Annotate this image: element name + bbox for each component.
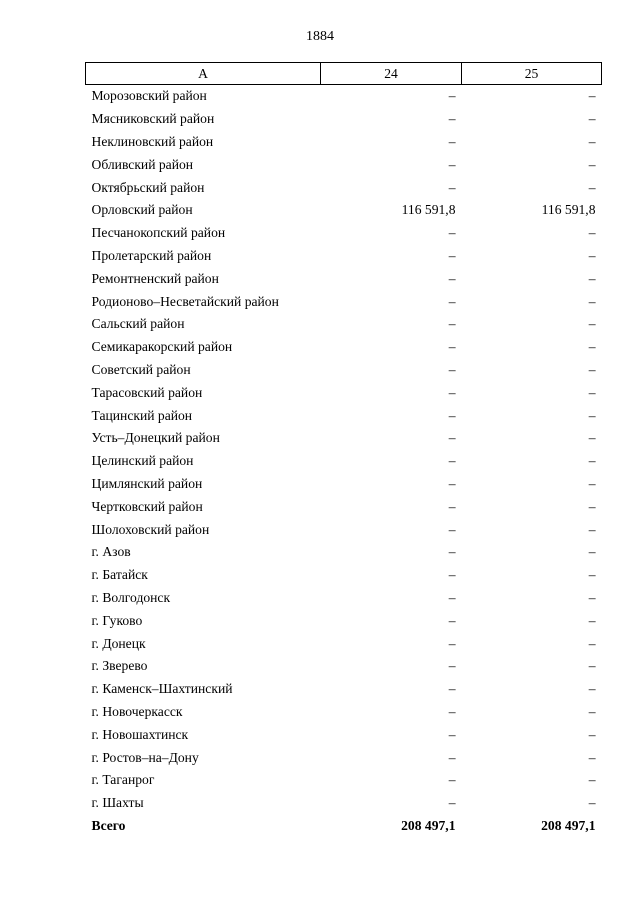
row-value-24-cell: – [448, 612, 456, 628]
row-value-25-cell: – [588, 658, 596, 674]
row-name-cell: Тацинский район [91, 407, 193, 423]
row-value-25-cell: – [588, 316, 596, 332]
table-row [86, 176, 602, 199]
table-row [86, 85, 602, 108]
row-name-cell: Усть–Донецкий район [91, 430, 220, 446]
page-number: 1884 [306, 29, 334, 44]
row-name-cell: Мясниковский район [91, 111, 215, 127]
row-value-25-cell: – [588, 430, 596, 446]
table-row [86, 746, 602, 769]
row-value-25-cell: – [588, 795, 596, 811]
table-row [86, 290, 602, 313]
row-value-25-cell: – [588, 453, 596, 469]
row-value-25-cell: – [588, 544, 596, 560]
data-table [85, 62, 602, 837]
table-body [86, 85, 602, 838]
row-value-25-cell: – [588, 726, 596, 742]
header-col-25: 25 [462, 63, 602, 85]
row-value-25-cell: – [588, 361, 596, 377]
row-name-cell: г. Волгодонск [91, 589, 171, 605]
row-value-25-cell: – [588, 681, 596, 697]
row-name-cell: г. Зверево [91, 658, 148, 674]
row-name-cell: Советский район [91, 361, 191, 377]
row-value-24-cell: – [448, 88, 456, 104]
row-name-cell: Октябрьский район [91, 179, 205, 195]
row-name-cell: г. Новошахтинск [91, 726, 189, 742]
row-value-24-cell: – [448, 635, 456, 651]
row-value-24-cell: 116 591,8 [401, 202, 456, 218]
row-value-24-cell: – [448, 133, 456, 149]
table-row [86, 769, 602, 792]
row-value-25-cell: – [588, 567, 596, 583]
row-name-cell: Сальский район [91, 316, 185, 332]
row-name-cell: Обливский район [91, 156, 194, 172]
row-value-24-cell: – [448, 703, 456, 719]
row-name-cell: Всего [91, 817, 126, 833]
row-value-24-cell: – [448, 498, 456, 514]
row-value-24-cell: – [448, 225, 456, 241]
header-col-24: 24 [321, 63, 462, 85]
row-value-25-cell: – [588, 475, 596, 491]
row-name-cell: Родионово–Несветайский район [91, 293, 279, 309]
row-name-cell: г. Донецк [91, 635, 146, 651]
row-value-24-cell: – [448, 407, 456, 423]
row-value-24-cell: – [448, 795, 456, 811]
table-row [86, 450, 602, 473]
table-row [86, 267, 602, 290]
header-row [86, 63, 602, 85]
row-name-cell: г. Новочеркасск [91, 703, 183, 719]
row-value-24-cell: – [448, 475, 456, 491]
row-value-24-cell: – [448, 749, 456, 765]
table-row [86, 245, 602, 268]
table-row [86, 723, 602, 746]
row-value-24-cell: – [448, 361, 456, 377]
row-name-cell: Морозовский район [91, 88, 207, 104]
table-row [86, 222, 602, 245]
table-row [86, 199, 602, 222]
table-row [86, 153, 602, 176]
row-value-25-cell: – [588, 339, 596, 355]
row-name-cell: Орловский район [91, 202, 193, 218]
row-name-cell: Цимлянский район [91, 475, 203, 491]
table-row [86, 108, 602, 131]
table-row [86, 518, 602, 541]
row-value-24-cell: – [448, 681, 456, 697]
row-value-24-cell: – [448, 772, 456, 788]
row-value-25-cell: – [588, 407, 596, 423]
row-value-25-cell: – [588, 498, 596, 514]
row-name-cell: Песчанокопский район [91, 225, 226, 241]
table-row [86, 336, 602, 359]
row-name-cell: Пролетарский район [91, 247, 212, 263]
row-name-cell: г. Таганрог [91, 772, 155, 788]
row-name-cell: г. Азов [91, 544, 131, 560]
row-value-24-cell: – [448, 658, 456, 674]
table-row [86, 632, 602, 655]
row-value-24-cell: – [448, 247, 456, 263]
row-value-25-cell: 116 591,8 [541, 202, 596, 218]
table-header [86, 63, 602, 85]
row-name-cell: г. Батайск [91, 567, 148, 583]
table-row [86, 564, 602, 587]
row-value-25-cell: – [588, 111, 596, 127]
row-value-25-cell: – [588, 772, 596, 788]
row-value-24-cell: – [448, 179, 456, 195]
row-value-25-cell: – [588, 270, 596, 286]
row-name-cell: Чертковский район [91, 498, 203, 514]
row-name-cell: г. Гуково [91, 612, 143, 628]
row-value-24-cell: – [448, 589, 456, 605]
row-value-24-cell: – [448, 316, 456, 332]
row-value-25-cell: – [588, 225, 596, 241]
table-row [86, 473, 602, 496]
row-value-25-cell: – [588, 749, 596, 765]
row-value-24-cell: – [448, 293, 456, 309]
table-row [86, 381, 602, 404]
table-row [86, 404, 602, 427]
row-value-25-cell: – [588, 589, 596, 605]
row-name-cell: г. Ростов–на–Дону [91, 749, 199, 765]
row-name-cell: Целинский район [91, 453, 194, 469]
row-value-25-cell: – [588, 703, 596, 719]
row-value-25-cell: – [588, 635, 596, 651]
table-row [86, 792, 602, 815]
row-value-25-cell: – [588, 612, 596, 628]
table-row [86, 541, 602, 564]
row-value-25-cell: – [588, 133, 596, 149]
row-value-25-cell: – [588, 179, 596, 195]
row-value-25-cell: – [588, 384, 596, 400]
row-value-24-cell: 208 497,1 [401, 817, 456, 833]
total-row [86, 815, 602, 838]
table-row [86, 359, 602, 382]
row-value-25-cell: – [588, 521, 596, 537]
row-value-24-cell: – [448, 384, 456, 400]
row-value-24-cell: – [448, 453, 456, 469]
table-row [86, 427, 602, 450]
row-name-cell: г. Каменск–Шахтинский [91, 681, 233, 697]
row-value-24-cell: – [448, 156, 456, 172]
row-name-cell: Тарасовский район [91, 384, 203, 400]
row-value-25-cell: 208 497,1 [541, 817, 596, 833]
table-row [86, 495, 602, 518]
row-name-cell: Шолоховский район [91, 521, 210, 537]
row-name-cell: Неклиновский район [91, 133, 214, 149]
row-value-25-cell: – [588, 88, 596, 104]
table-row [86, 701, 602, 724]
row-value-24-cell: – [448, 339, 456, 355]
row-name-cell: Семикаракорский район [91, 339, 233, 355]
table-row [86, 678, 602, 701]
row-value-24-cell: – [448, 544, 456, 560]
table-row [86, 655, 602, 678]
row-value-24-cell: – [448, 430, 456, 446]
row-name-cell: г. Шахты [91, 795, 144, 811]
row-value-25-cell: – [588, 293, 596, 309]
row-value-25-cell: – [588, 156, 596, 172]
row-value-25-cell: – [588, 247, 596, 263]
header-col-a: А [86, 63, 321, 85]
row-value-24-cell: – [448, 270, 456, 286]
table-row [86, 131, 602, 154]
row-value-24-cell: – [448, 567, 456, 583]
row-value-24-cell: – [448, 521, 456, 537]
table-row [86, 587, 602, 610]
row-name-cell: Ремонтненский район [91, 270, 219, 286]
row-value-24-cell: – [448, 726, 456, 742]
table-row [86, 609, 602, 632]
row-value-24-cell: – [448, 111, 456, 127]
table-row [86, 313, 602, 336]
